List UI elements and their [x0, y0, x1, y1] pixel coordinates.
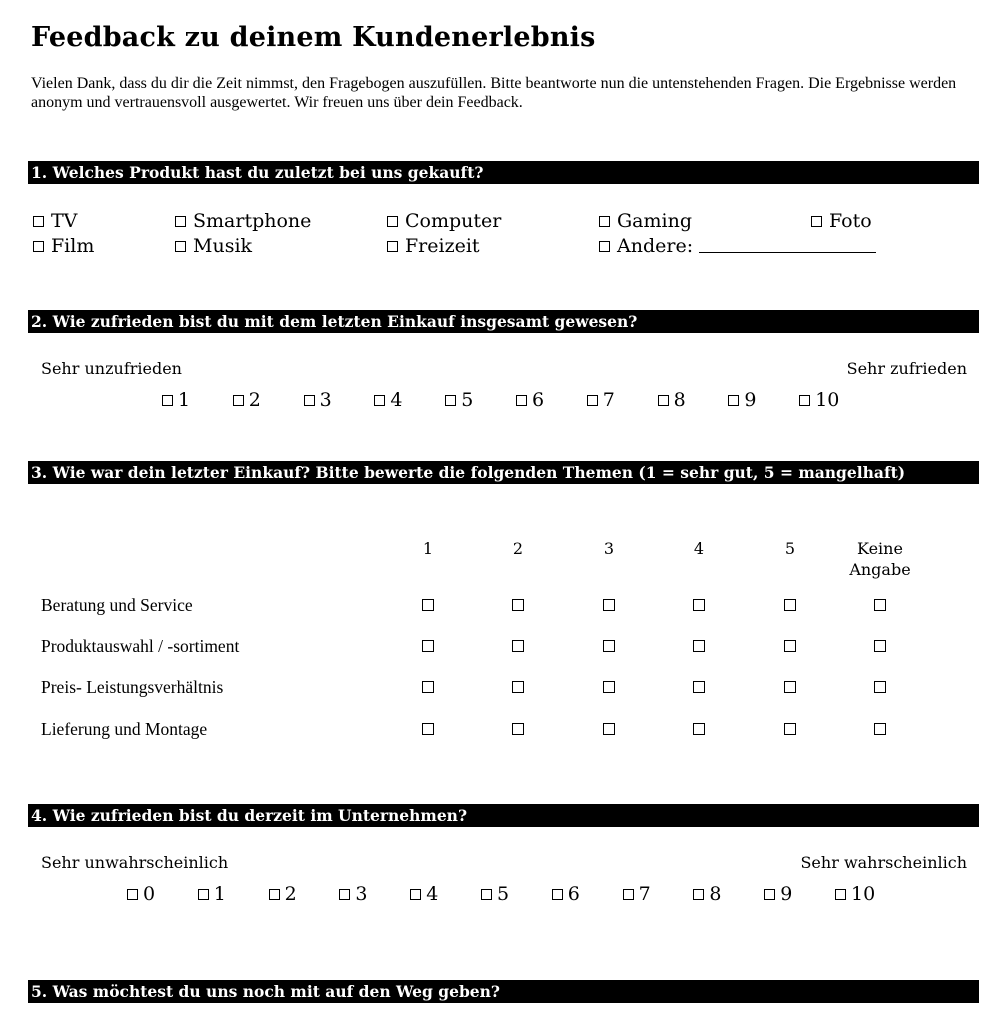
row-label: Preis- Leistungsverhältnis [41, 677, 224, 697]
checkbox-icon[interactable] [374, 395, 385, 406]
scale-option[interactable]: 7 [587, 389, 615, 411]
checkbox-icon[interactable] [552, 889, 563, 900]
rating-checkbox[interactable] [512, 723, 524, 735]
scale-option[interactable]: 5 [445, 389, 473, 411]
scale-low-label: Sehr unwahrscheinlich [41, 853, 229, 872]
checkbox-icon[interactable] [445, 395, 456, 406]
row-label: Beratung und Service [41, 595, 193, 615]
rating-checkbox[interactable] [784, 681, 796, 693]
scale-option[interactable]: 0 [127, 883, 155, 905]
scale-option[interactable]: 4 [410, 883, 438, 905]
column-header: 5 [784, 539, 796, 558]
scale-option[interactable]: 9 [728, 389, 756, 411]
checkbox-icon[interactable] [799, 395, 810, 406]
rating-checkbox[interactable] [422, 681, 434, 693]
question-5-heading: 5. Was möchtest du uns noch mit auf den Weg geben? [28, 980, 979, 1003]
scale-option[interactable]: 8 [693, 883, 721, 905]
rating-checkbox[interactable] [603, 681, 615, 693]
option-computer[interactable]: Computer [387, 210, 501, 232]
checkbox-icon[interactable] [623, 889, 634, 900]
rating-checkbox[interactable] [603, 640, 615, 652]
option-musik[interactable]: Musik [175, 235, 252, 257]
option-gaming[interactable]: Gaming [599, 210, 692, 232]
rating-checkbox[interactable] [693, 599, 705, 611]
option-smartphone[interactable]: Smartphone [175, 210, 311, 232]
page-title: Feedback zu deinem Kundenerlebnis [31, 22, 596, 53]
rating-checkbox[interactable] [603, 599, 615, 611]
question-4-heading: 4. Wie zufrieden bist du derzeit im Unternehmen? [28, 804, 979, 827]
checkbox-icon[interactable] [835, 889, 846, 900]
rating-checkbox[interactable] [512, 640, 524, 652]
checkbox-icon[interactable] [269, 889, 280, 900]
rating-checkbox[interactable] [693, 723, 705, 735]
rating-checkbox[interactable] [693, 681, 705, 693]
option-tv[interactable]: TV [33, 210, 77, 232]
rating-checkbox[interactable] [784, 599, 796, 611]
checkbox-icon[interactable] [387, 216, 398, 227]
checkbox-icon[interactable] [175, 216, 186, 227]
checkbox-icon[interactable] [198, 889, 209, 900]
column-header: 1 [422, 539, 434, 558]
scale-option[interactable]: 2 [269, 883, 297, 905]
rating-checkbox[interactable] [874, 723, 886, 735]
rating-checkbox[interactable] [874, 681, 886, 693]
checkbox-icon[interactable] [587, 395, 598, 406]
scale-option[interactable]: 5 [481, 883, 509, 905]
scale-option[interactable]: 6 [516, 389, 544, 411]
rating-checkbox[interactable] [784, 723, 796, 735]
scale-option[interactable]: 3 [304, 389, 332, 411]
rating-checkbox[interactable] [874, 599, 886, 611]
checkbox-icon[interactable] [175, 241, 186, 252]
checkbox-icon[interactable] [33, 241, 44, 252]
row-label: Produktauswahl / -sortiment [41, 636, 240, 656]
rating-checkbox[interactable] [603, 723, 615, 735]
option-andere[interactable]: Andere: [599, 235, 876, 257]
checkbox-icon[interactable] [387, 241, 398, 252]
scale-high-label: Sehr zufrieden [846, 359, 967, 378]
column-header: 4 [693, 539, 705, 558]
checkbox-icon[interactable] [304, 395, 315, 406]
rating-checkbox[interactable] [693, 640, 705, 652]
question-2-heading: 2. Wie zufrieden bist du mit dem letzten Einkauf insgesamt gewesen? [28, 310, 979, 333]
andere-text-line[interactable] [699, 252, 876, 253]
question-3-heading: 3. Wie war dein letzter Einkauf? Bitte bewerte die folgenden Themen (1 = sehr gut, 5 = mangelhaft) [28, 461, 979, 484]
option-freizeit[interactable]: Freizeit [387, 235, 480, 257]
checkbox-icon[interactable] [728, 395, 739, 406]
scale-option[interactable]: 8 [658, 389, 686, 411]
scale-option[interactable]: 1 [198, 883, 226, 905]
checkbox-icon[interactable] [764, 889, 775, 900]
rating-checkbox[interactable] [512, 599, 524, 611]
rating-checkbox[interactable] [512, 681, 524, 693]
scale-option[interactable]: 10 [835, 883, 875, 905]
column-header: 2 [512, 539, 524, 558]
scale-low-label: Sehr unzufrieden [41, 359, 182, 378]
column-header: Keine Angabe [849, 539, 911, 579]
scale-option[interactable]: 4 [374, 389, 402, 411]
checkbox-icon[interactable] [481, 889, 492, 900]
checkbox-icon[interactable] [516, 395, 527, 406]
scale-option[interactable]: 6 [552, 883, 580, 905]
checkbox-icon[interactable] [599, 241, 610, 252]
rating-checkbox[interactable] [874, 640, 886, 652]
scale-option[interactable]: 2 [233, 389, 261, 411]
checkbox-icon[interactable] [599, 216, 610, 227]
checkbox-icon[interactable] [693, 889, 704, 900]
checkbox-icon[interactable] [162, 395, 173, 406]
checkbox-icon[interactable] [127, 889, 138, 900]
checkbox-icon[interactable] [658, 395, 669, 406]
scale-high-label: Sehr wahrscheinlich [800, 853, 967, 872]
option-film[interactable]: Film [33, 235, 94, 257]
option-foto[interactable]: Foto [811, 210, 872, 232]
rating-checkbox[interactable] [422, 723, 434, 735]
scale-option[interactable]: 7 [623, 883, 651, 905]
row-label: Lieferung und Montage [41, 719, 208, 739]
checkbox-icon[interactable] [339, 889, 350, 900]
rating-checkbox[interactable] [784, 640, 796, 652]
intro-text: Vielen Dank, dass du dir die Zeit nimmst, den Fragebogen auszufüllen. Bitte beantworte nun die untenstehenden Fragen. Die Ergebnisse werden anonym und vertrauensvoll ausgewertet. Wir freuen uns über dein Feedback. [31, 75, 957, 111]
checkbox-icon[interactable] [233, 395, 244, 406]
scale-option[interactable]: 1 [162, 389, 190, 411]
checkbox-icon[interactable] [811, 216, 822, 227]
checkbox-icon[interactable] [410, 889, 421, 900]
rating-checkbox[interactable] [422, 599, 434, 611]
checkbox-icon[interactable] [33, 216, 44, 227]
scale-option[interactable]: 10 [799, 389, 839, 411]
rating-checkbox[interactable] [422, 640, 434, 652]
column-header: 3 [603, 539, 615, 558]
question-1-heading: 1. Welches Produkt hast du zuletzt bei uns gekauft? [28, 161, 979, 184]
scale-option[interactable]: 3 [339, 883, 367, 905]
scale-option[interactable]: 9 [764, 883, 792, 905]
